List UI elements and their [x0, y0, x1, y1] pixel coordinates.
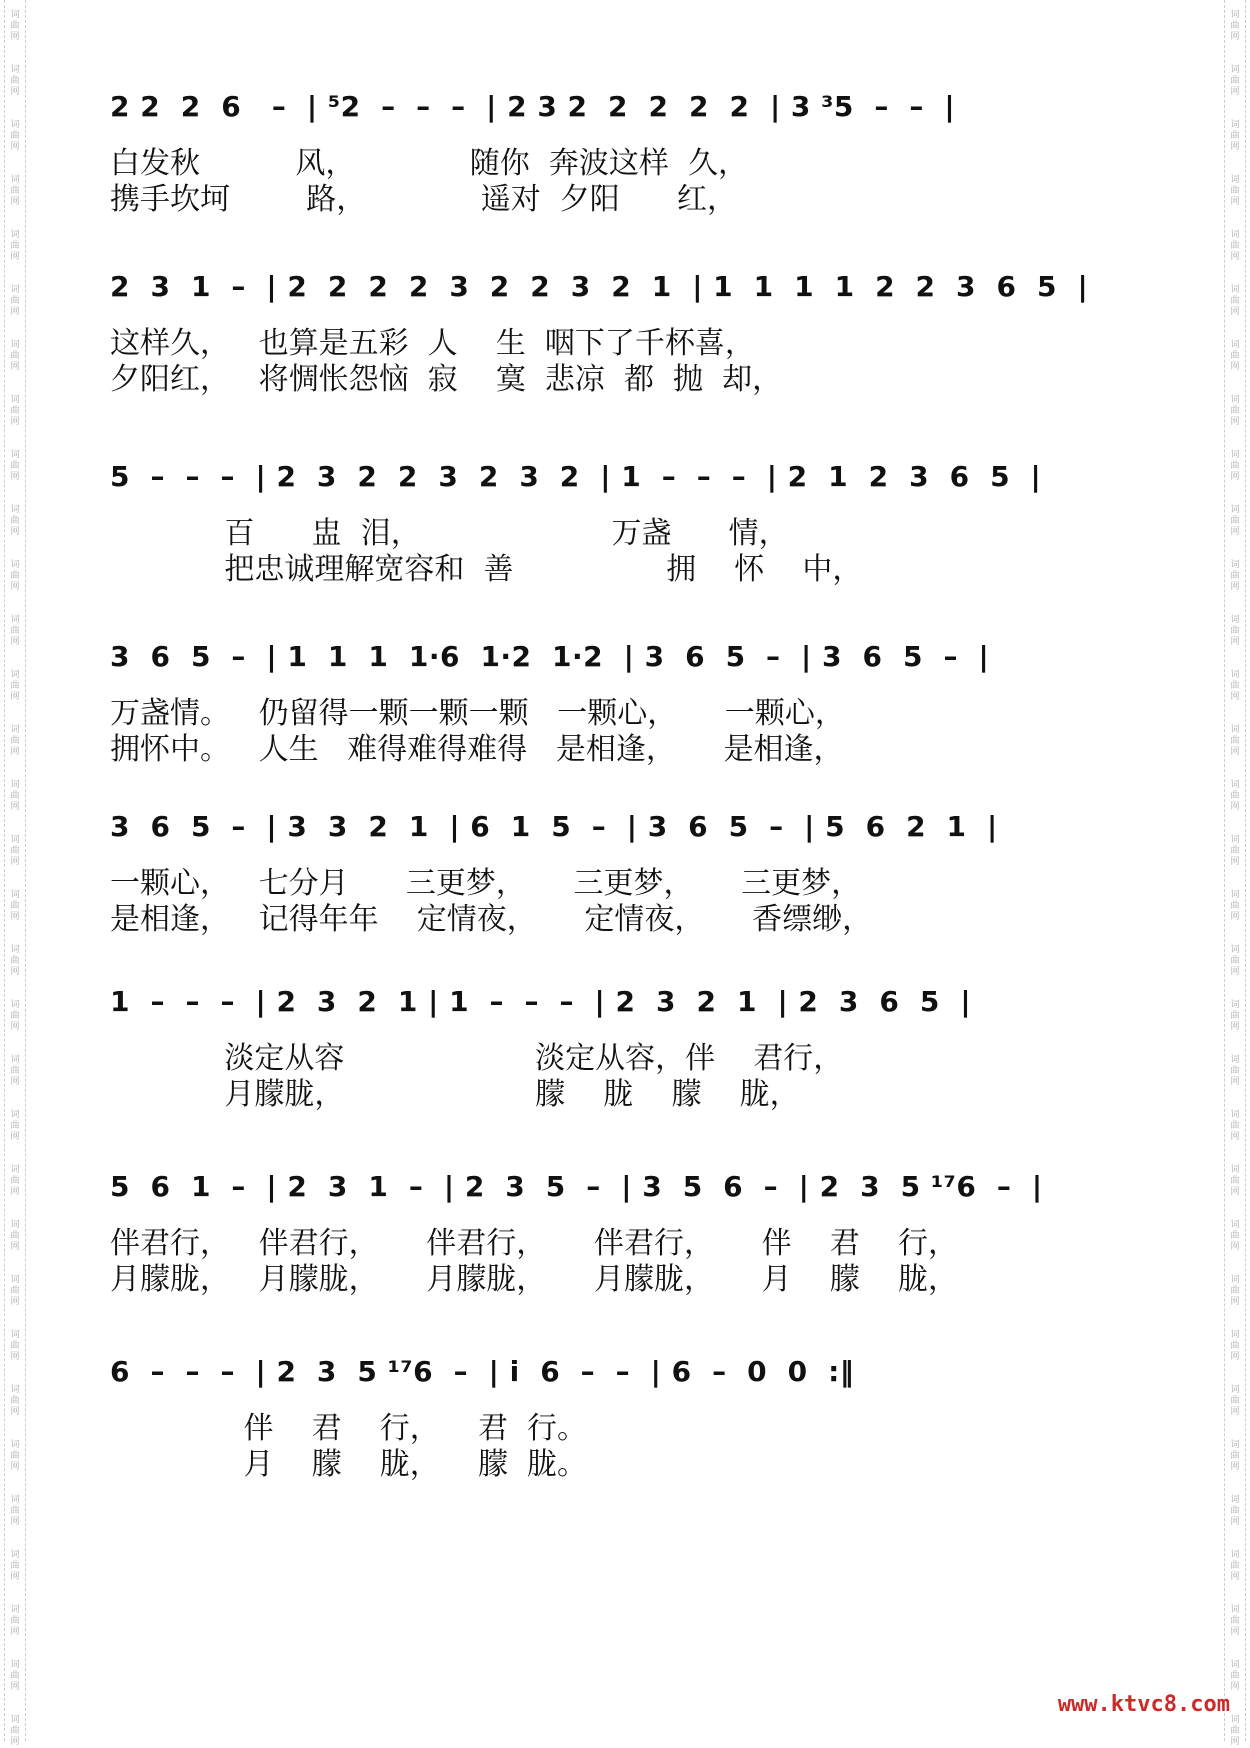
notes-row: 5 6 1 – | 2 3 1 – | 2 3 5 – | 3 5 6 – | 2 3 5 ¹⁷6 – | [110, 1170, 1043, 1203]
watermark-text: 词 曲 网 [10, 450, 20, 482]
watermark-text: 词 曲 网 [1230, 1110, 1240, 1142]
watermark-text: 词 曲 网 [1230, 1000, 1240, 1032]
notes-row: 6 – – – | 2 3 5 ¹⁷6 – | i 6 – – | 6 – 0 0 :‖ [110, 1355, 855, 1388]
watermark-text: 词 曲 网 [1230, 725, 1240, 757]
watermark-text: 词 曲 网 [1230, 340, 1240, 372]
watermark-text: 词 曲 网 [1230, 1495, 1240, 1527]
watermark-text: 词 曲 网 [10, 1385, 20, 1417]
notes-row: 2 2 2 6 – | ⁵2 – – – | 2 3 2 2 2 2 2 | 3 ³5 – – | [110, 90, 956, 123]
watermark-text: 词 曲 网 [1230, 560, 1240, 592]
watermark-text: 词 曲 网 [1230, 120, 1240, 152]
lyric-line: 百 盅 泪， 万盏 情， [110, 516, 789, 551]
watermark-text: 词 曲 网 [1230, 65, 1240, 97]
lyric-line: 伴 君 行， 君 行。 [110, 1411, 588, 1446]
watermark-text: 词 曲 网 [1230, 615, 1240, 647]
watermark-text: 词 曲 网 [10, 890, 20, 922]
watermark-text: 词 曲 网 [1230, 450, 1240, 482]
notes-row: 3 6 5 – | 1 1 1 1·6 1·2 1·2 | 3 6 5 – | 3 6 5 – | [110, 640, 990, 673]
notes-row: 2 3 1 – | 2 2 2 2 3 2 2 3 2 1 | 1 1 1 1 2 2 3 6 5 | [110, 270, 1089, 303]
watermark-text: 词 曲 网 [1230, 1275, 1240, 1307]
watermark-text: 词 曲 网 [10, 175, 20, 207]
watermark-text: 词 曲 网 [10, 1660, 20, 1692]
watermark-text: 词 曲 网 [10, 395, 20, 427]
watermark-text: 词 曲 网 [10, 285, 20, 317]
watermark-text: 词 曲 网 [10, 945, 20, 977]
watermark-text: 词 曲 网 [10, 615, 20, 647]
watermark-text: 词 曲 网 [1230, 670, 1240, 702]
watermark-text: 词 曲 网 [1230, 505, 1240, 537]
watermark-text: 词 曲 网 [10, 120, 20, 152]
watermark-text: 词 曲 网 [10, 230, 20, 262]
watermark-text: 词 曲 网 [10, 1220, 20, 1252]
lyric-line: 拥怀中。 人生 难得难得难得 是相逢， 是相逢， [110, 732, 844, 767]
watermark-text: 词 曲 网 [10, 10, 20, 42]
watermark-text: 词 曲 网 [1230, 1220, 1240, 1252]
watermark-text: 词 曲 网 [1230, 230, 1240, 262]
watermark-text: 词 曲 网 [10, 1715, 20, 1747]
watermark-text: 词 曲 网 [10, 505, 20, 537]
watermark-text: 词 曲 网 [10, 1000, 20, 1032]
watermark-text: 词 曲 网 [10, 780, 20, 812]
watermark-text: 词 曲 网 [1230, 835, 1240, 867]
lyric-line: 把忠诚理解宽容和 善 拥 怀 中， [110, 552, 863, 587]
watermark-text: 词 曲 网 [10, 670, 20, 702]
watermark-text: 词 曲 网 [1230, 945, 1240, 977]
watermark-text: 词 曲 网 [10, 1055, 20, 1087]
lyric-line: 月 朦 胧， 朦 胧。 [110, 1447, 588, 1482]
watermark-text: 词 曲 网 [10, 65, 20, 97]
watermark-text: 词 曲 网 [10, 1495, 20, 1527]
lyric-line: 携手坎坷 路， 遥对 夕阳 红， [110, 182, 738, 217]
watermark-text: 词 曲 网 [1230, 10, 1240, 42]
watermark-text: 词 曲 网 [10, 1550, 20, 1582]
lyric-line: 这样久， 也算是五彩 人 生 咽下了千杯喜， [110, 326, 755, 361]
lyric-line: 万盏情。 仍留得一颗一颗一颗 一颗心， 一颗心， [110, 696, 845, 731]
lyric-line: 月朦胧， 朦 胧 朦 胧， [110, 1077, 800, 1112]
watermark-text: 词 曲 网 [1230, 1385, 1240, 1417]
lyric-line: 白发秋 风， 随你 奔波这样 久， [110, 146, 748, 181]
watermark-text: 词 曲 网 [10, 1275, 20, 1307]
watermark-text: 词 曲 网 [1230, 1330, 1240, 1362]
watermark-text: 词 曲 网 [1230, 1550, 1240, 1582]
watermark-text: 词 曲 网 [1230, 285, 1240, 317]
watermark-text: 词 曲 网 [1230, 1605, 1240, 1637]
notes-row: 1 – – – | 2 3 2 1 | 1 – – – | 2 3 2 1 | 2 3 6 5 | [110, 985, 972, 1018]
watermark-text: 词 曲 网 [1230, 1055, 1240, 1087]
watermark-text: 词 曲 网 [10, 725, 20, 757]
watermark-text: 词 曲 网 [1230, 1660, 1240, 1692]
watermark-text: 词 曲 网 [10, 560, 20, 592]
watermark-text: 词 曲 网 [1230, 1715, 1240, 1747]
watermark-text: 词 曲 网 [1230, 175, 1240, 207]
watermark-text: 词 曲 网 [1230, 890, 1240, 922]
watermark-text: 词 曲 网 [10, 1440, 20, 1472]
watermark-text: 词 曲 网 [1230, 395, 1240, 427]
lyric-line: 夕阳红， 将惆怅怨恼 寂 寞 悲凉 都 抛 却， [110, 362, 783, 397]
watermark-text: 词 曲 网 [10, 1165, 20, 1197]
watermark-text: 词 曲 网 [10, 1330, 20, 1362]
notes-row: 3 6 5 – | 3 3 2 1 | 6 1 5 – | 3 6 5 – | 5 6 2 1 | [110, 810, 998, 843]
lyric-line: 一颗心， 七分月 三更梦， 三更梦， 三更梦， [110, 866, 862, 901]
lyric-line: 伴君行， 伴君行， 伴君行， 伴君行， 伴 君 行， [110, 1226, 958, 1261]
watermark-text: 词 曲 网 [10, 835, 20, 867]
site-url[interactable]: www.ktvc8.com [1057, 1692, 1230, 1717]
watermark-text: 词 曲 网 [10, 1110, 20, 1142]
lyric-line: 是相逢， 记得年年 定情夜， 定情夜， 香缥缈， [110, 902, 873, 937]
notes-row: 5 – – – | 2 3 2 2 3 2 3 2 | 1 – – – | 2 1 2 3 6 5 | [110, 460, 1042, 493]
watermark-text: 词 曲 网 [10, 340, 20, 372]
watermark-text: 词 曲 网 [10, 1605, 20, 1637]
watermark-text: 词 曲 网 [1230, 1165, 1240, 1197]
watermark-text: 词 曲 网 [1230, 780, 1240, 812]
watermark-text: 词 曲 网 [1230, 1440, 1240, 1472]
lyric-line: 淡定从容 淡定从容，伴 君行， [110, 1041, 844, 1076]
lyric-line: 月朦胧， 月朦胧， 月朦胧， 月朦胧， 月 朦 胧， [110, 1262, 958, 1297]
